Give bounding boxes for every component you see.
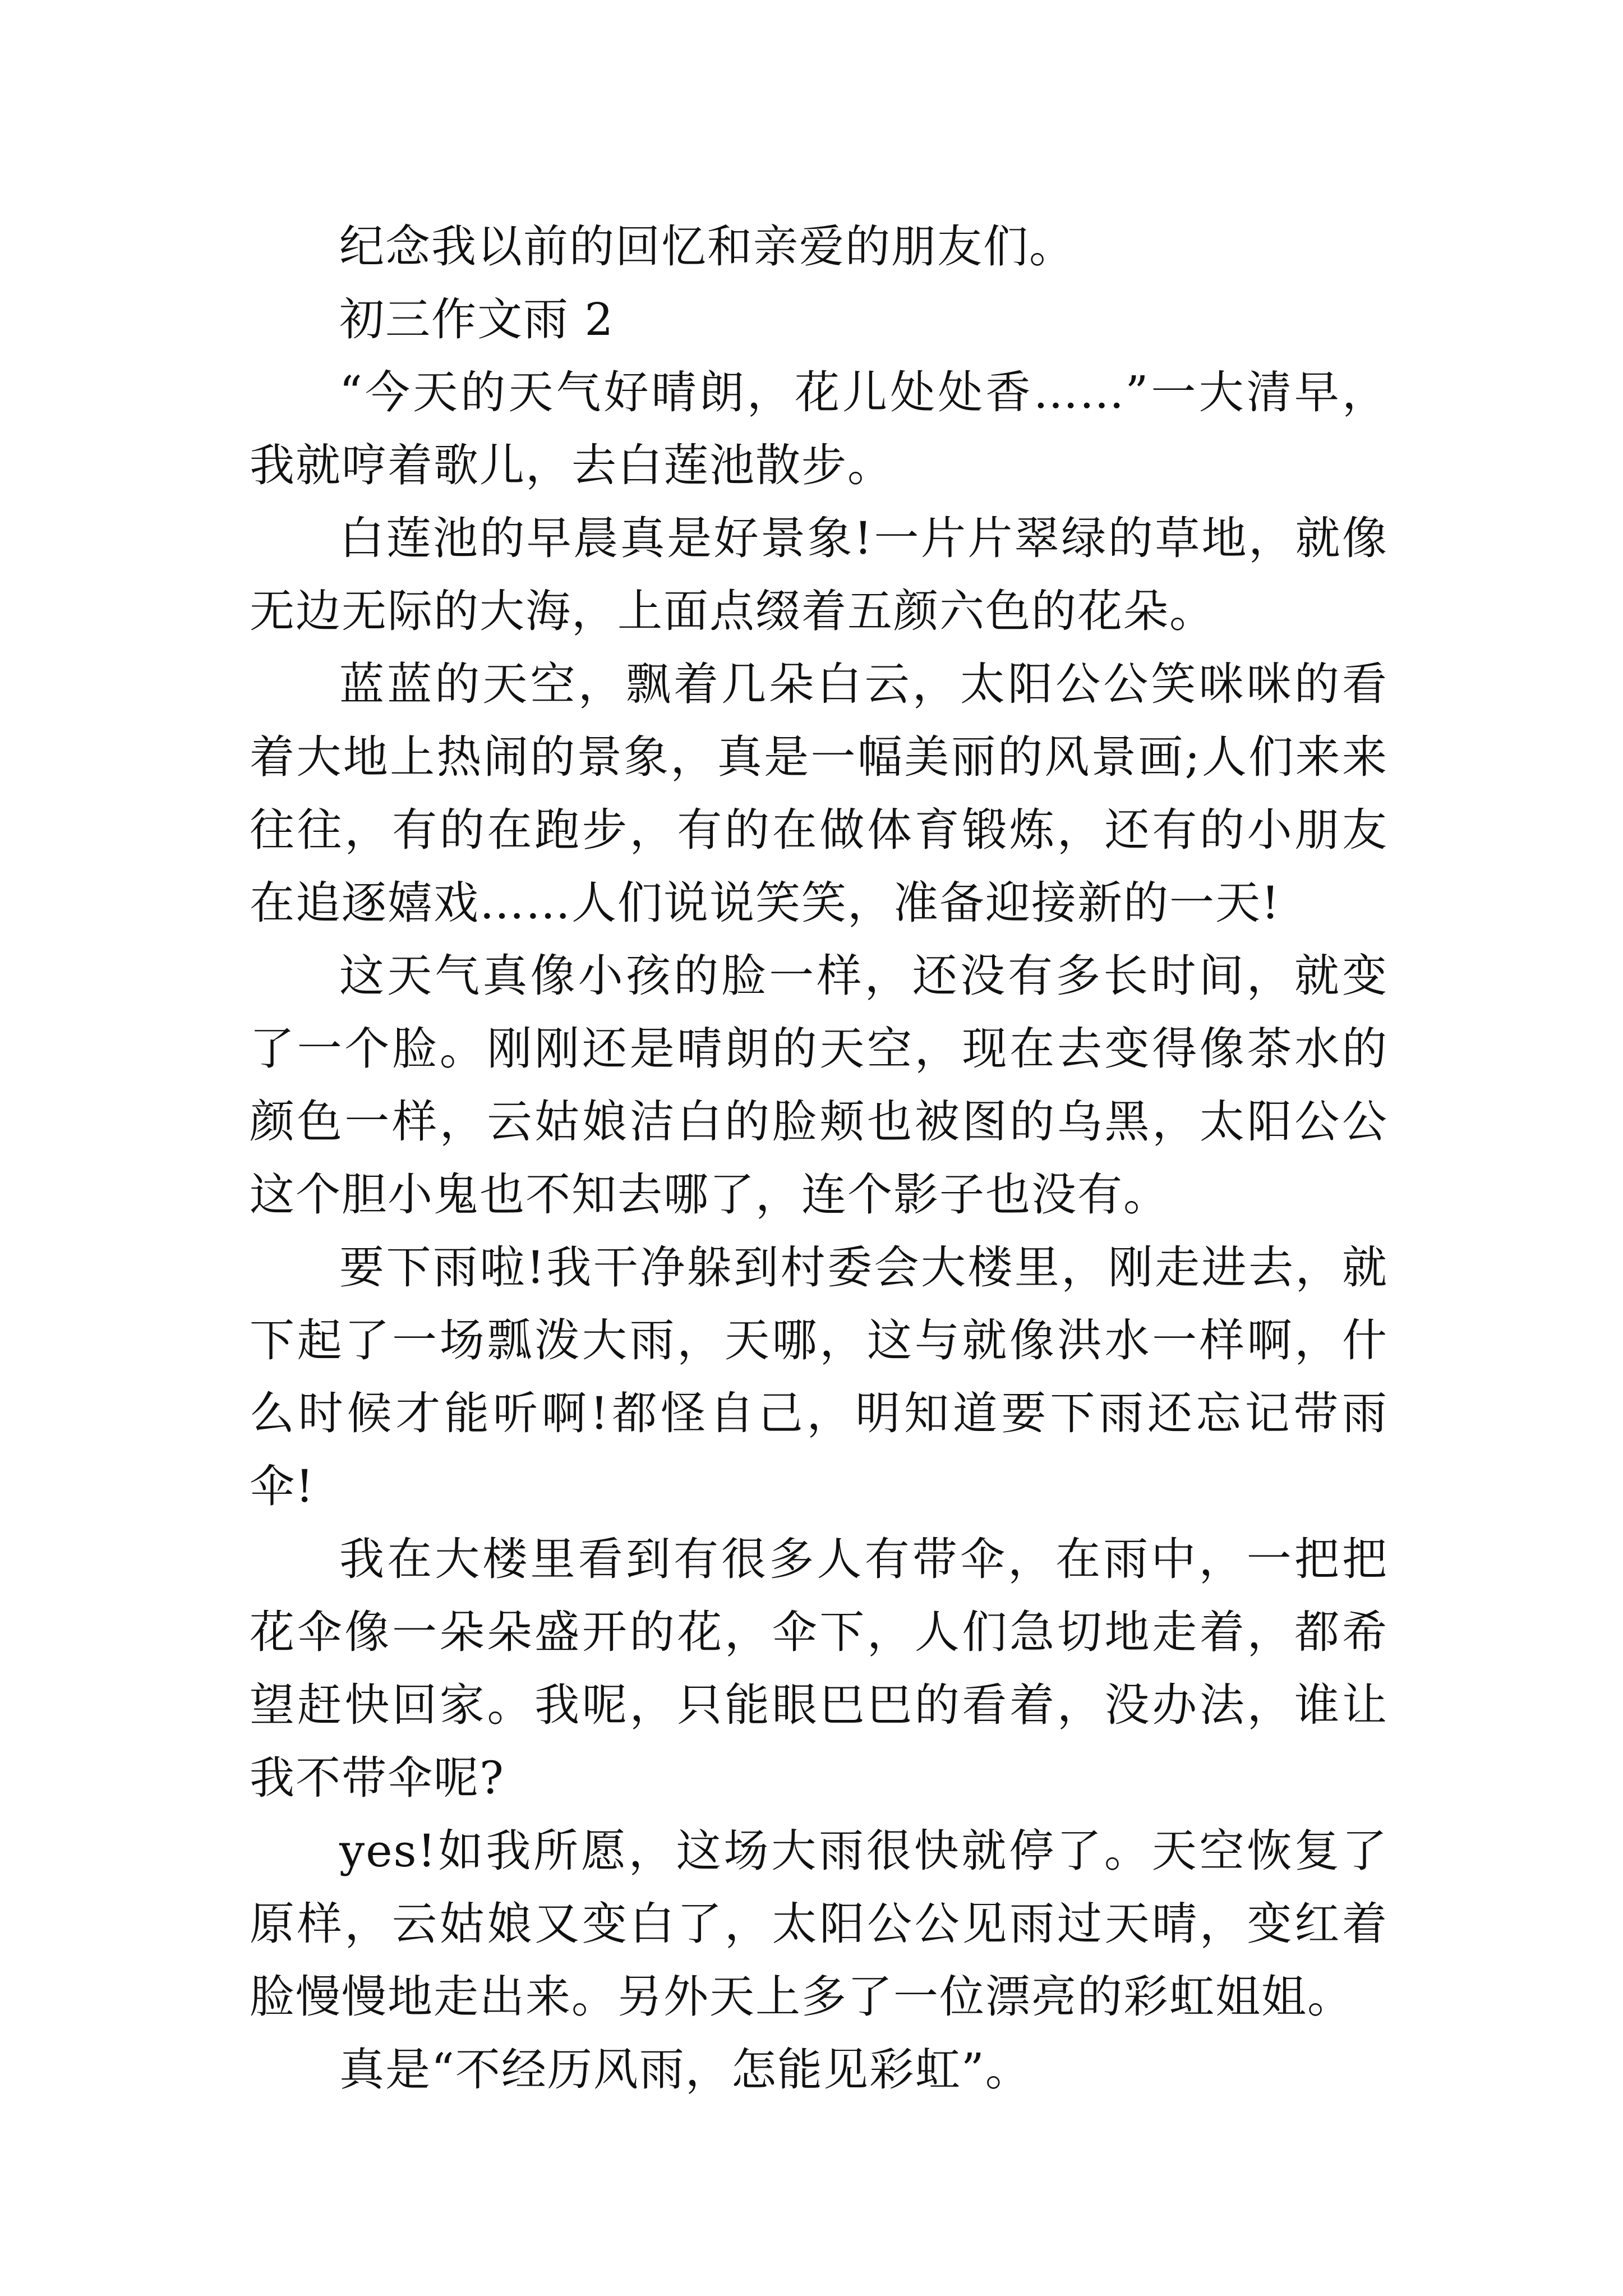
paragraph: 真是“不经历风雨，怎能见彩虹”。 bbox=[339, 2044, 1031, 2096]
paragraph: 蓝蓝的天空，飘着几朵白云，太阳公公笑咪咪的看着大地上热闹的景象，真是一幅美丽的风景画;人们来来往往，有的在跑步，有的在做体育锻炼，还有的小朋友在追逐嬉戏……人们说说笑笑，准备迎接新的一天! bbox=[250, 658, 1388, 929]
document-body bbox=[250, 210, 1388, 2106]
paragraph: 我在大楼里看到有很多人有带伞，在雨中，一把把花伞像一朵朵盛开的花，伞下，人们急切地走着，都希望赶快回家。我呢，只能眼巴巴的看着，没办法，谁让我不带伞呢? bbox=[250, 1533, 1388, 1804]
paragraph: yes!如我所愿，这场大雨很快就停了。天空恢复了原样，云姑娘又变白了，太阳公公见雨过天晴，变红着脸慢慢地走出来。另外天上多了一位漂亮的彩虹姐姐。 bbox=[250, 1825, 1388, 2023]
paragraph: “今天的天气好晴朗，花儿处处香……”一大清早，我就哼着歌儿，去白莲池散步。 bbox=[250, 366, 1388, 491]
paragraph: 这天气真像小孩的脸一样，还没有多长时间，就变了一个脸。刚刚还是晴朗的天空，现在去变得像茶水的颜色一样，云姑娘洁白的脸颊也被图的乌黑，太阳公公这个胆小鬼也不知去哪了，连个影子也没有。 bbox=[250, 950, 1388, 1221]
paragraph: 纪念我以前的回忆和亲爱的朋友们。 bbox=[339, 220, 1075, 273]
section-heading: 初三作文雨 2 bbox=[339, 293, 615, 346]
paragraph: 白莲池的早晨真是好景象!一片片翠绿的草地，就像无边无际的大海，上面点缀着五颜六色的花朵。 bbox=[250, 512, 1388, 637]
paragraph: 要下雨啦!我干净躲到村委会大楼里，刚走进去，就下起了一场瓢泼大雨，天哪，这与就像洪水一样啊，什么时候才能听啊!都怪自己，明知道要下雨还忘记带雨伞! bbox=[250, 1241, 1388, 1512]
